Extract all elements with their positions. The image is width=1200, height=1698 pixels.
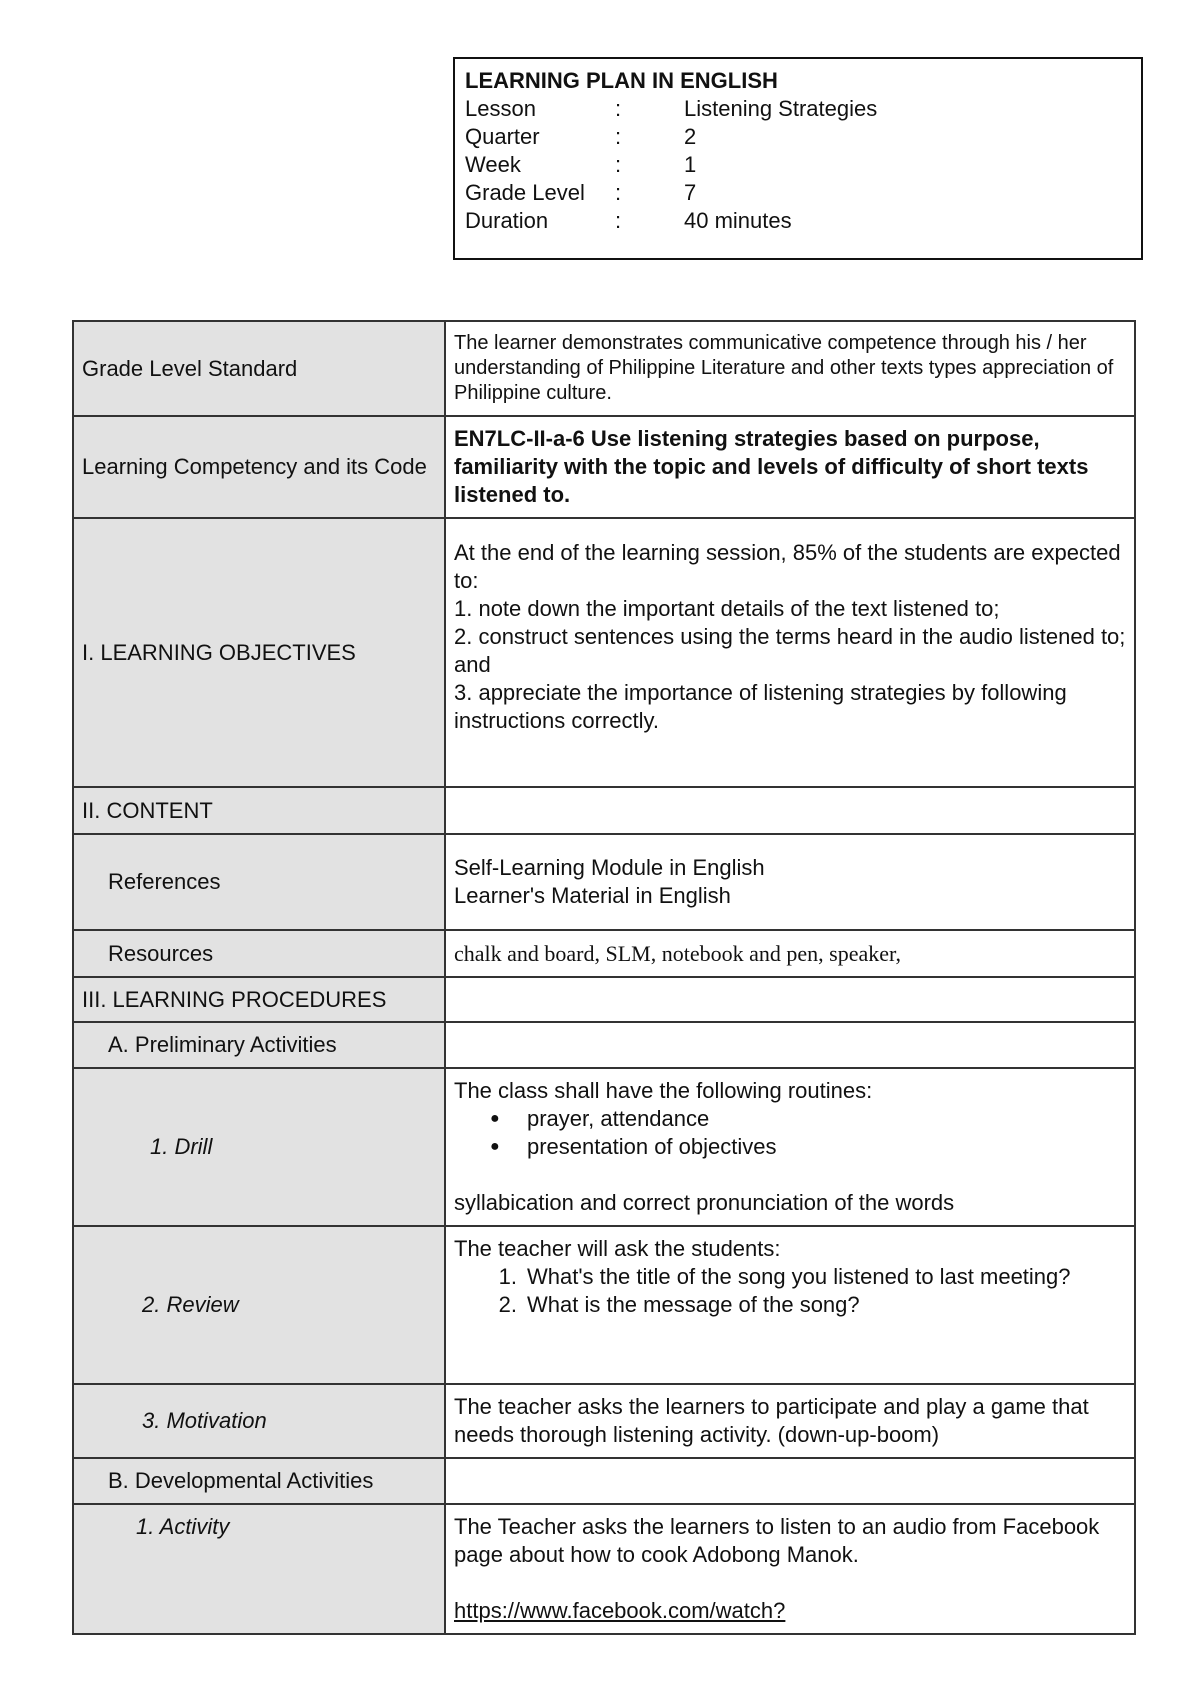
header-value: 7 [684,180,697,205]
activity-text: The Teacher asks the learners to listen to an audio from Facebook page about how to cook Adobong Manok. [454,1514,1100,1567]
content-label: II. CONTENT [73,787,445,834]
question-text: What is the message of the song? [527,1292,860,1317]
header-colon: : [615,124,622,149]
header-label: Lesson [465,96,536,121]
content-cell [445,787,1135,834]
review-question [454,1263,1126,1291]
drill-bullet-item: ● prayer, attendance [454,1105,1126,1133]
header-row-week [465,151,1131,179]
header-colon: : [615,96,622,121]
drill-bullet-item: ● presentation of objectives [454,1133,1126,1161]
row-preliminary-activities [73,1022,1135,1068]
review-cell [445,1226,1135,1384]
header-value: 2 [684,124,697,149]
objective-item: 3. appreciate the importance of listening strategies by following instructions correctly. [454,680,1067,733]
reference-item: Self-Learning Module in English [454,855,765,880]
question-text: What's the title of the song you listened to last meeting? [527,1264,1071,1289]
activity-label: 1. Activity [73,1504,445,1634]
header-label: Week [465,152,521,177]
learning-competency-text: EN7LC-II-a-6 Use listening strategies based on purpose, familiarity with the topic and levels of difficulty of short texts listened to. [445,416,1135,518]
header-row-quarter [465,123,1131,151]
reference-item: Learner's Material in English [454,883,731,908]
references-cell [445,834,1135,930]
header-value: 1 [684,152,697,177]
review-question [454,1291,1126,1319]
preliminary-activities-label: A. Preliminary Activities [73,1022,445,1068]
row-learning-procedures [73,977,1135,1022]
grade-level-standard-label: Grade Level Standard [73,321,445,416]
header-row-duration [465,207,1131,235]
learning-objectives-label: I. LEARNING OBJECTIVES [73,518,445,787]
objectives-intro: At the end of the learning session, 85% of the students are expected to: [454,540,1121,593]
references-label: References [73,834,445,930]
learning-plan-table [72,320,1136,1635]
drill-intro: The class shall have the following routines: [454,1078,873,1103]
drill-closing: syllabication and correct pronunciation of the words [454,1190,955,1215]
resources-text: chalk and board, SLM, notebook and pen, speaker, [445,930,1135,977]
row-learning-objectives [73,518,1135,787]
row-motivation [73,1384,1135,1458]
header-colon: : [615,152,622,177]
preliminary-activities-cell [445,1022,1135,1068]
lesson-header-box [453,57,1143,260]
header-label: Duration [465,208,549,233]
row-learning-competency [73,416,1135,518]
motivation-text: The teacher asks the learners to participate and play a game that needs thorough listening activity. (down-up-boom) [445,1384,1135,1458]
learning-procedures-cell [445,977,1135,1022]
row-activity [73,1504,1135,1634]
row-grade-level-standard [73,321,1135,416]
drill-cell [445,1068,1135,1226]
objective-item: 1. note down the important details of the text listened to; [454,596,1000,621]
header-label: Quarter [465,124,540,149]
header-row-grade-level [465,179,1131,207]
row-drill [73,1068,1135,1226]
header-value: 40 minutes [684,208,792,233]
activity-link[interactable]: https://www.facebook.com/watch? [454,1598,786,1623]
header-label: Grade Level [465,180,585,205]
drill-bullet-list [454,1105,1126,1161]
learning-objectives-cell [445,518,1135,787]
activity-cell [445,1504,1135,1634]
review-intro: The teacher will ask the students: [454,1236,781,1261]
review-question-list [454,1263,1126,1319]
objective-item: 2. construct sentences using the terms heard in the audio listened to; and [454,624,1126,677]
review-label: 2. Review [73,1226,445,1384]
row-resources [73,930,1135,977]
drill-label: 1. Drill [73,1068,445,1226]
header-colon: : [615,180,622,205]
developmental-activities-cell [445,1458,1135,1504]
header-colon: : [615,208,622,233]
plan-title: LEARNING PLAN IN ENGLISH [465,68,778,93]
row-content [73,787,1135,834]
motivation-label: 3. Motivation [73,1384,445,1458]
row-developmental-activities [73,1458,1135,1504]
header-value: Listening Strategies [684,96,878,121]
grade-level-standard-text: The learner demonstrates communicative competence through his / her understanding of Philippine Literature and other texts types appreciation of Philippine culture. [445,321,1135,416]
developmental-activities-label: B. Developmental Activities [73,1458,445,1504]
row-references [73,834,1135,930]
question-number: 1. [498,1264,517,1289]
header-row-lesson [465,95,1131,123]
learning-procedures-label: III. LEARNING PROCEDURES [73,977,445,1022]
learning-competency-label: Learning Competency and its Code [73,416,445,518]
question-number: 2. [498,1292,517,1317]
row-review [73,1226,1135,1384]
resources-label: Resources [73,930,445,977]
